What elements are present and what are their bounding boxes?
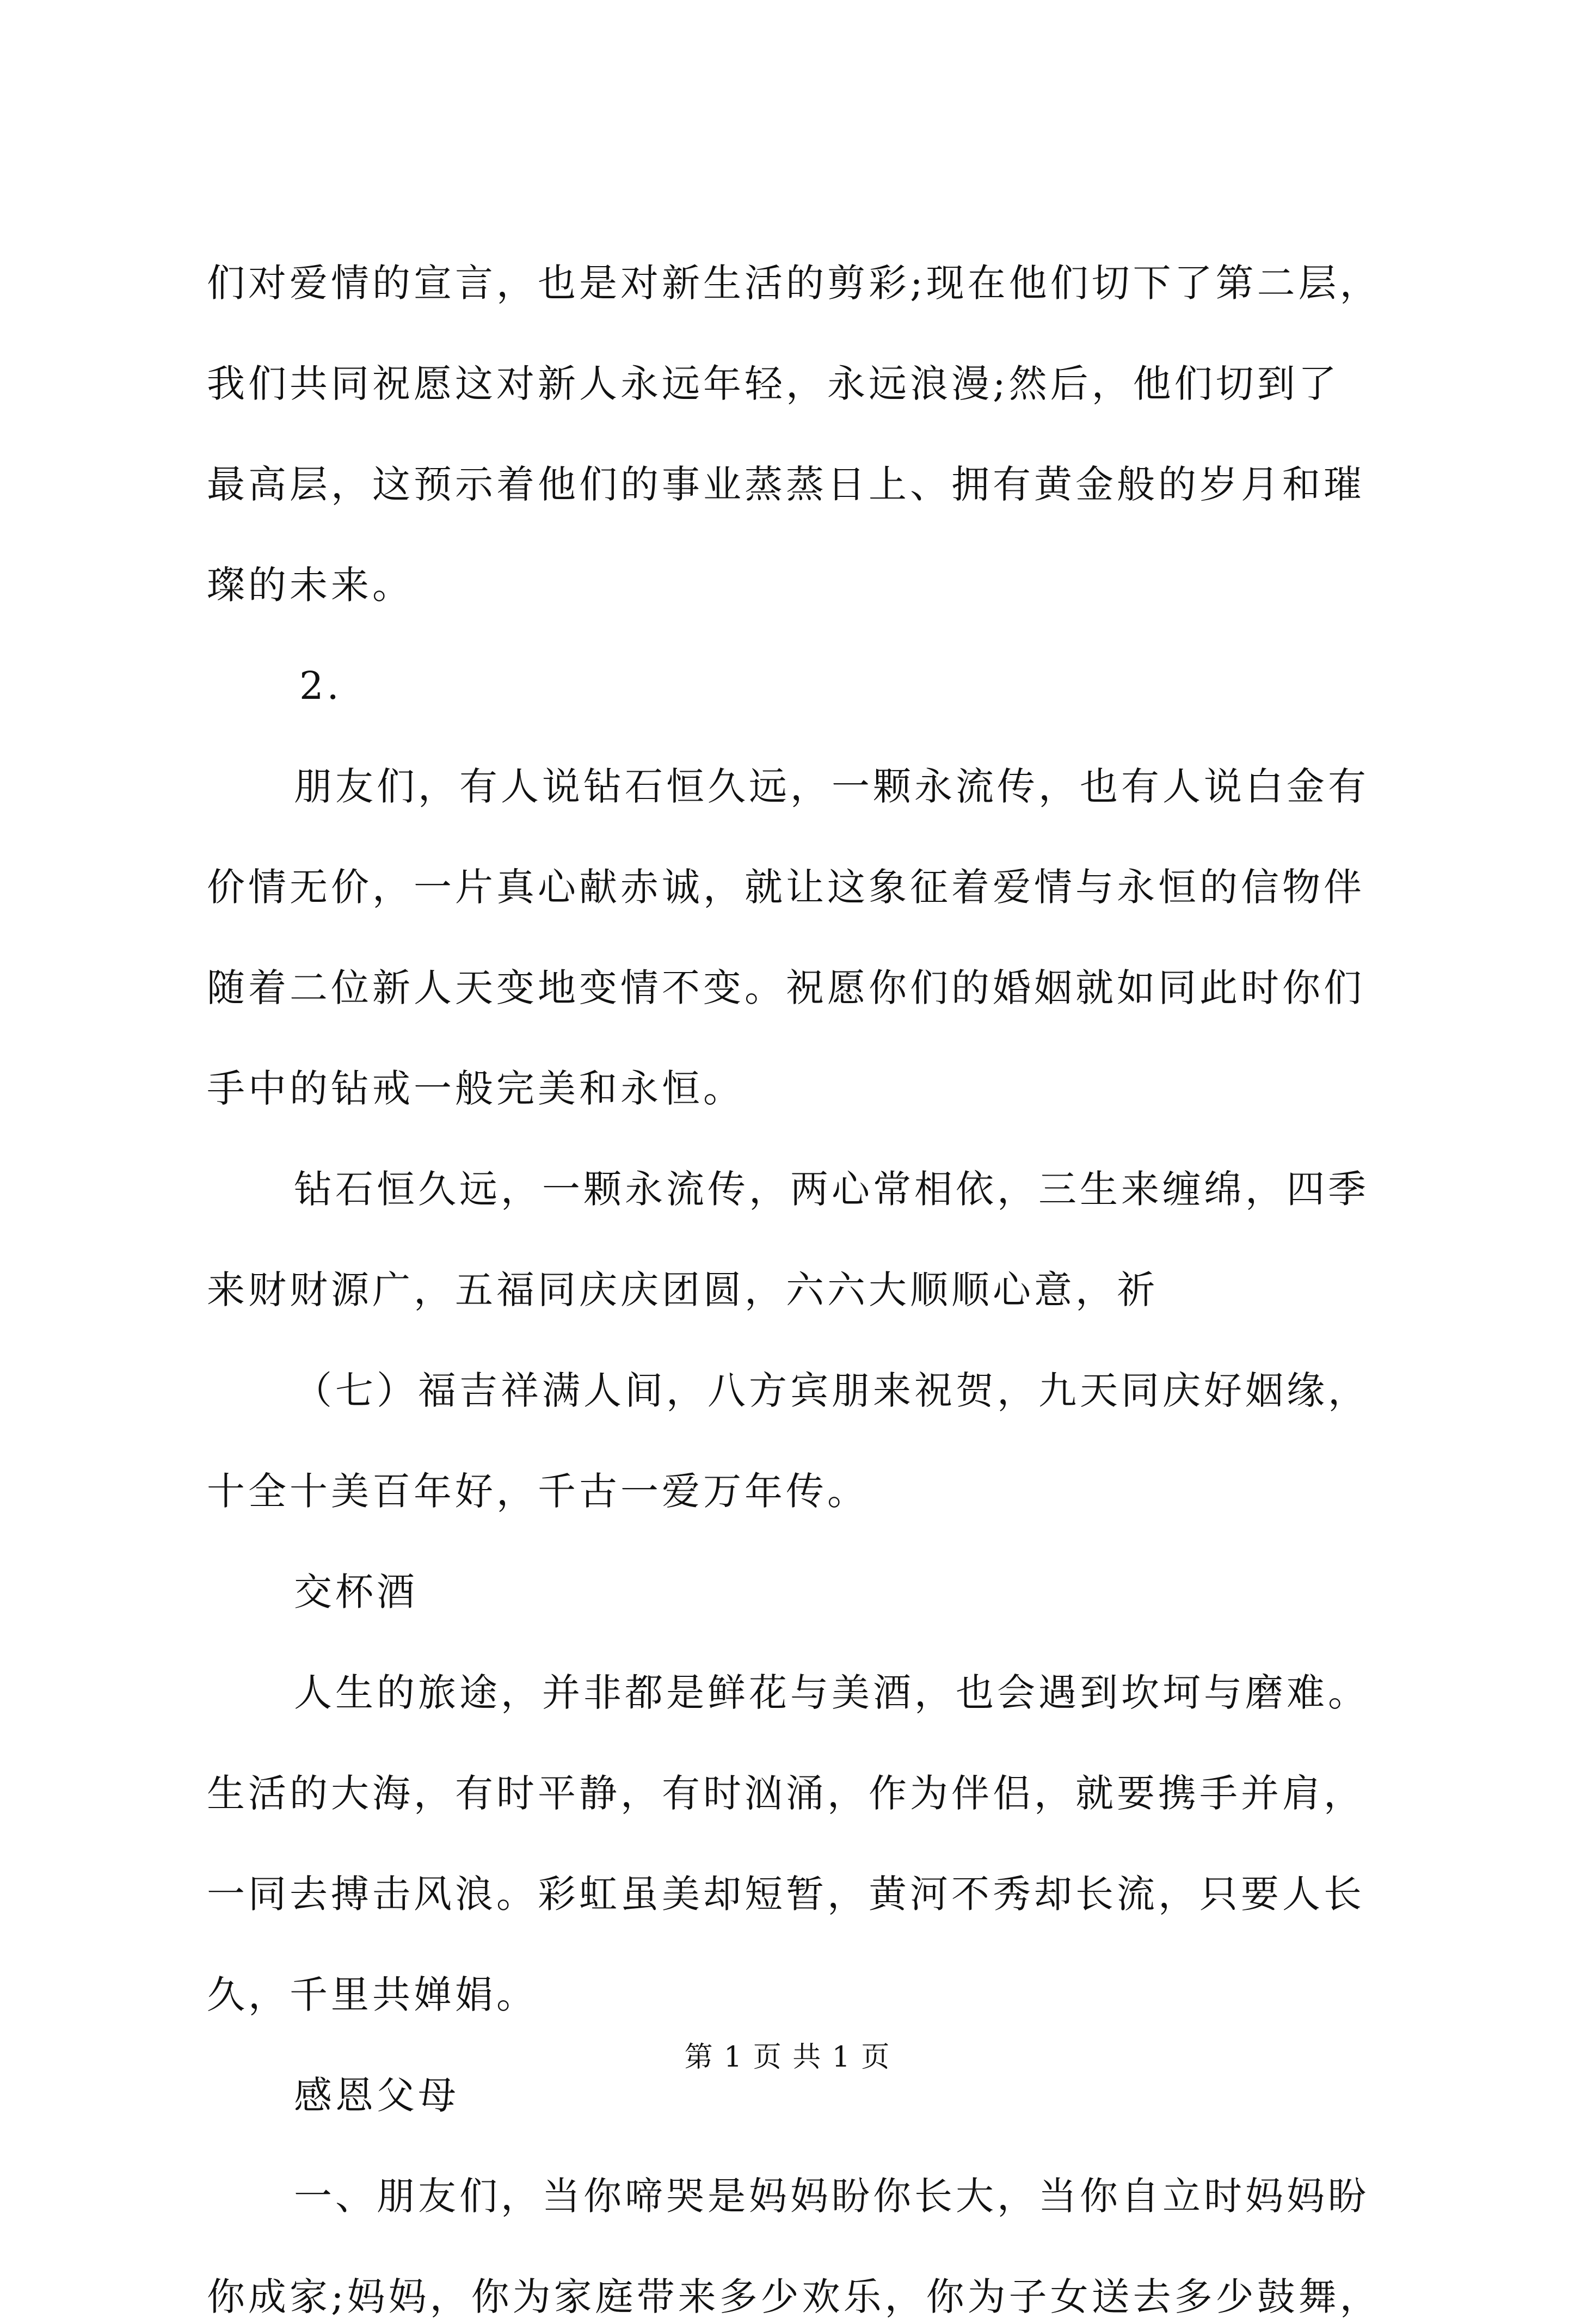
text-line: 价情无价，一片真心献赤诚，就让这象征着爱情与永恒的信物伴 (207, 865, 1365, 909)
section-heading: 交杯酒 (294, 1570, 418, 1614)
text-line: 我们共同祝愿这对新人永远年轻，永远浪漫;然后，他们切到了 (207, 361, 1340, 406)
text-line: 们对爱情的宣言，也是对新生活的剪彩;现在他们切下了第二层， (207, 261, 1381, 305)
text-line: （七）福吉祥满人间，八方宾朋来祝贺，九天同庆好姻缘， (294, 1368, 1369, 1413)
text-line: 十全十美百年好，千古一爱万年传。 (207, 1469, 869, 1514)
text-line: 最高层，这预示着他们的事业蒸蒸日上、拥有黄金般的岁月和璀 (207, 462, 1365, 507)
section-number: 2. (299, 663, 342, 708)
text-line: 手中的钻戒一般完美和永恒。 (207, 1066, 745, 1111)
text-line: 生活的大海，有时平静，有时汹涌，作为伴侣，就要携手并肩， (207, 1771, 1365, 1816)
section-heading: 感恩父母 (294, 2073, 459, 2118)
text-line: 人生的旅途，并非都是鲜花与美酒，也会遇到坎坷与磨难。 (294, 1670, 1369, 1715)
text-line: 钻石恒久远，一颗永流传，两心常相依，三生来缠绵，四季 (294, 1167, 1369, 1212)
text-line: 来财财源广，五福同庆庆团圆，六六大顺顺心意，祈 (207, 1268, 1158, 1312)
text-line: 你成家;妈妈，你为家庭带来多少欢乐，你为子女送去多少鼓舞， (207, 2274, 1381, 2319)
text-line: 朋友们，有人说钻石恒久远，一颗永流传，也有人说白金有 (294, 764, 1369, 809)
page-footer: 第 1 页 共 1 页 (684, 2041, 891, 2074)
text-line: 一、朋友们，当你啼哭是妈妈盼你长大，当你自立时妈妈盼 (294, 2174, 1369, 2218)
text-line: 一同去搏击风浪。彩虹虽美却短暂，黄河不秀却长流，只要人长 (207, 1872, 1365, 1916)
text-line: 随着二位新人天变地变情不变。祝愿你们的婚姻就如同此时你们 (207, 966, 1365, 1010)
text-line: 久，千里共婵娟。 (207, 1972, 538, 2017)
text-line: 璨的未来。 (207, 563, 414, 607)
